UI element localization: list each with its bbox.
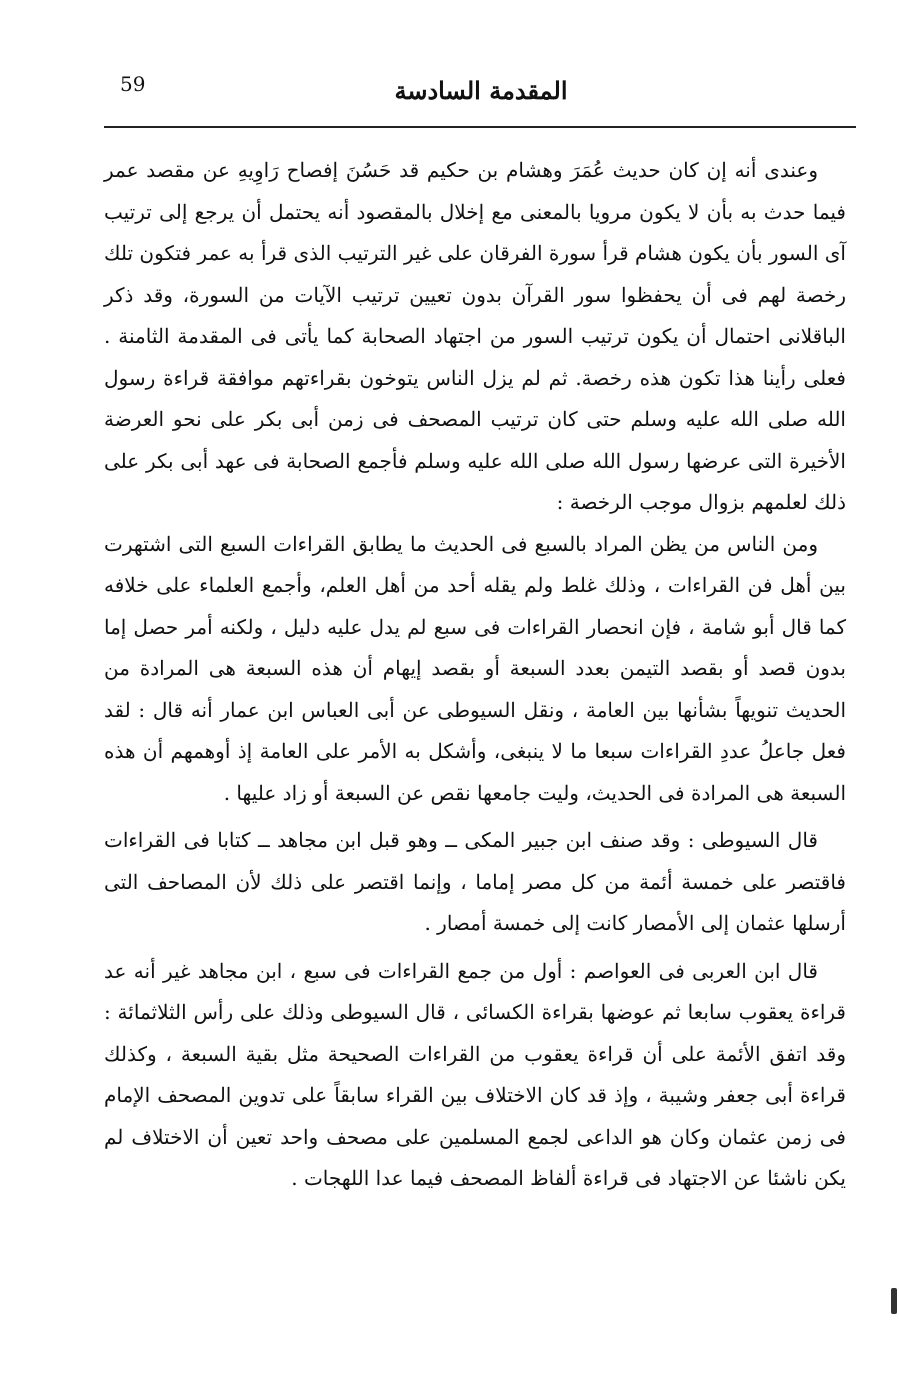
- page-number: 59: [120, 72, 146, 96]
- margin-mark: [891, 1288, 897, 1314]
- header-divider: [104, 126, 856, 128]
- body-text: [104, 150, 846, 1200]
- running-title: المقدمة السادسة: [394, 76, 568, 105]
- paragraph-4: قال ابن العربى فى العواصم : أول من جمع القراءات فى سبع ، ابن مجاهد غير أنه عد قراءة يعقوب سابعا ثم عوضها بقراءة الكسائى ، قال السيوطى وذلك على رأس الثلاثمائة : وقد اتفق الأئمة على أن قراءة يعقوب من القراءات الصحيحة مثل بقية السبعة ، وكذلك قراءة أبى جعفر وشيبة ، وإذ قد كان الاختلاف بين القراء سابقاً على تدوين المصحف الإمام فى زمن عثمان وكان هو الداعى لجمع المسلمين على مصحف واحد تعين أن الاختلاف لم يكن ناشئا عن الاجتهاد فى قراءة ألفاظ المصحف فيما عدا اللهجات .: [104, 958, 846, 1190]
- page-header: [106, 62, 856, 122]
- paragraph-1: وعندى أنه إن كان حديث عُمَرَ وهشام بن حكيم قد حَسُنَ إفصاح رَاوِيهِ عن مقصد عمر فيما حدث به بأن لا يكون مرويا بالمعنى مع إخلال بالمقصود أنه يحتمل أن يرجع إلى ترتيب آى السور بأن يكون هشام قرأ سورة الفرقان على غير الترتيب الذى قرأ به عمر فتكون تلك رخصة لهم فى أن يحفظوا سور القرآن بدون تعيين ترتيب الآيات من السورة، وقد ذكر الباقلانى احتمال أن يكون ترتيب السور من اجتهاد الصحابة كما يأتى فى المقدمة الثامنة . فعلى رأينا هذا تكون هذه رخصة. ثم لم يزل الناس يتوخون بقراءتهم موافقة قراءة رسول الله صلى الله عليه وسلم حتى كان ترتيب المصحف فى زمن أبى بكر على نحو العرضة الأخيرة التى عرضها رسول الله صلى الله عليه وسلم فأجمع الصحابة فى عهد أبى بكر على ذلك لعلمهم بزوال موجب الرخصة :: [104, 158, 846, 514]
- paragraph-3: قال السيوطى : وقد صنف ابن جبير المكى ــ وهو قبل ابن مجاهد ــ كتابا فى القراءات فاقتصر على خمسة أئمة من كل مصر إماما ، وإنما اقتصر على ذلك لأن المصاحف التى أرسلها عثمان إلى الأمصار كانت إلى خمسة أمصار .: [104, 828, 846, 935]
- paragraph-2: ومن الناس من يظن المراد بالسبع فى الحديث ما يطابق القراءات السبع التى اشتهرت بين أهل فن القراءات ، وذلك غلط ولم يقله أحد من أهل العلم، وأجمع العلماء على خلافه كما قال أبو شامة ، فإن انحصار القراءات فى سبع لم يدل عليه دليل ، ولكنه أمر حصل إما بدون قصد أو بقصد التيمن بعدد السبعة أو بقصد إيهام أن هذه السبعة هى المرادة من الحديث تنويهاً بشأنها بين العامة ، ونقل السيوطى عن أبى العباس ابن عمار أنه قال : لقد فعل جاعلُ عددِ القراءات سبعا ما لا ينبغى، وأشكل به الأمر على العامة إذ أوهمهم أن هذه السبعة هى المرادة فى الحديث، وليت جامعها نقص عن السبعة أو زاد عليها .: [104, 531, 846, 805]
